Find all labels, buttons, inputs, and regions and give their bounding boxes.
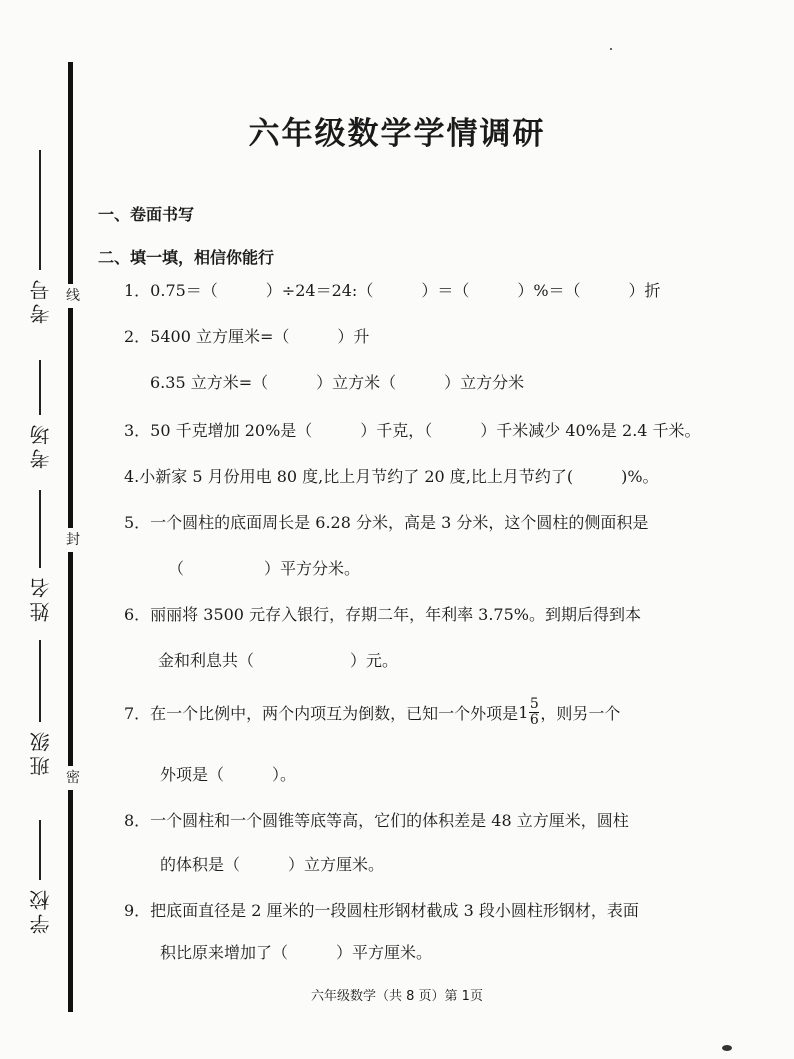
mixed-number-fraction <box>529 697 539 728</box>
exam-room-field[interactable] <box>20 360 60 475</box>
field-label-exam-room: 考场 <box>28 421 53 469</box>
field-underline <box>39 360 41 415</box>
question-8-line-2: 的体积是（ ）立方厘米。 <box>160 855 385 874</box>
question-7-text-before: 7．在一个比例中，两个内项互为倒数，已知一个外项是 <box>124 704 519 723</box>
name-field[interactable] <box>20 490 60 628</box>
field-label-class: 班级 <box>28 728 53 776</box>
fraction-numerator: 5 <box>529 696 539 712</box>
question-7-line-1 <box>124 697 620 728</box>
question-1: 1．0.75＝（ ）÷24＝24:（ ）＝（ ）%＝（ ）折 <box>124 281 661 300</box>
section-heading-1: 一、卷面书写 <box>98 205 195 224</box>
question-7-text-after: ，则另一个 <box>540 704 621 723</box>
fraction-denominator: 6 <box>529 712 539 728</box>
field-underline <box>39 640 41 722</box>
question-9-line-1: 9．把底面直径是 2 厘米的一段圆柱形钢材截成 3 段小圆柱形钢材，表面 <box>124 901 639 920</box>
field-label-exam-number: 考号 <box>28 276 53 324</box>
question-5-line-2: （ ）平方分米。 <box>168 559 361 578</box>
binding-mark-mi: 密 <box>66 770 80 786</box>
field-underline <box>39 490 41 568</box>
question-7-line-2: 外项是（ ）。 <box>160 765 297 784</box>
question-8-line-1: 8．一个圆柱和一个圆锥等底等高，它们的体积差是 48 立方厘米，圆柱 <box>124 811 629 830</box>
section-heading-2: 二、填一填，相信你能行 <box>98 248 275 267</box>
question-4: 4.小新家 5 月份用电 80 度,比上月节约了 20 度,比上月节约了( )%。 <box>124 467 659 486</box>
page-footer: 六年级数学（共 8 页）第 1页 <box>311 989 483 1004</box>
field-underline <box>39 820 41 880</box>
scan-speck <box>722 1045 732 1051</box>
binding-mark-xian: 线 <box>66 288 80 304</box>
question-2-line-2: 6.35 立方米=（ ）立方米（ ）立方分米 <box>150 373 525 392</box>
question-9-line-2: 积比原来增加了（ ）平方厘米。 <box>160 943 433 962</box>
question-2-line-1: 2．5400 立方厘米=（ ）升 <box>124 327 370 346</box>
scan-speck <box>610 48 612 50</box>
page-title: 六年级数学学情调研 <box>248 116 546 152</box>
field-label-school: 学校 <box>28 886 53 934</box>
question-6-line-2: 金和利息共（ ）元。 <box>158 651 399 670</box>
school-field[interactable] <box>20 820 60 940</box>
exam-number-field[interactable] <box>20 150 60 330</box>
mixed-number-whole: 1 <box>518 703 529 722</box>
class-field[interactable] <box>20 640 60 782</box>
question-3: 3．50 千克增加 20%是（ ）千克，（ ）千米减少 40%是 2.4 千米。 <box>124 421 701 440</box>
question-6-line-1: 6．丽丽将 3500 元存入银行，存期二年，年利率 3.75%。到期后得到本 <box>124 605 641 624</box>
field-underline <box>39 150 41 270</box>
binding-mark-feng: 封 <box>66 532 80 548</box>
field-label-name: 姓名 <box>28 574 53 622</box>
question-5-line-1: 5．一个圆柱的底面周长是 6.28 分米，高是 3 分米，这个圆柱的侧面积是 <box>124 513 649 532</box>
